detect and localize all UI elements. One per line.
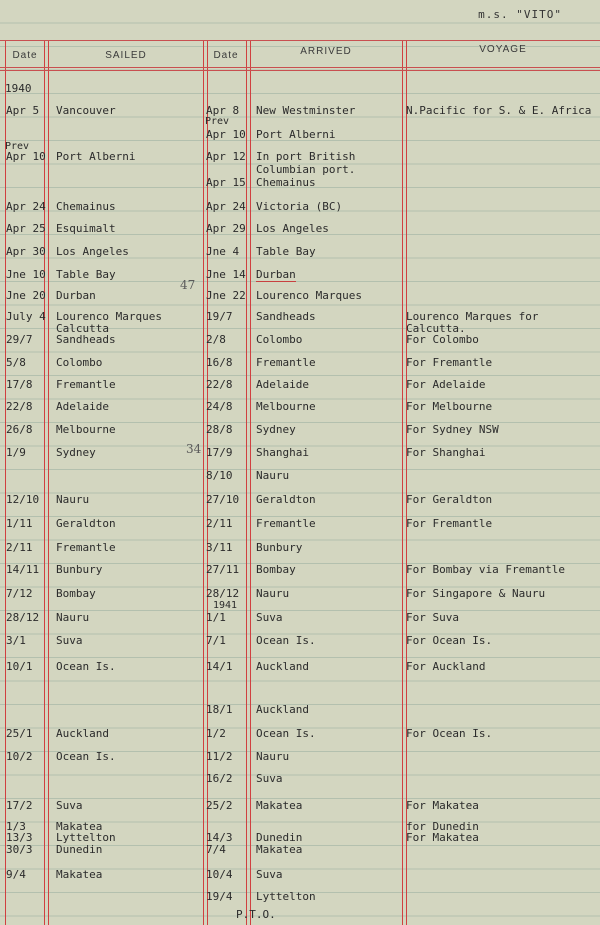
arrived-port: Victoria (BC) [256,200,343,213]
sailed-port: Sydney [56,446,96,459]
arrived-date: 1/2 [206,727,226,740]
sailed-port: Port Alberni [56,150,136,163]
arrived-date: 14/3 [206,831,233,844]
sailed-port: Sandheads [56,333,116,346]
arrived-date: 2/8 [206,333,226,346]
arrived-port: Sydney [256,423,296,436]
arrived-port: Sandheads [256,310,316,323]
arrived-port: Fremantle [256,517,316,530]
handwritten-note: 47 [180,278,196,292]
arrived-port: Makatea [256,843,303,856]
arrived-port: Melbourne [256,400,316,413]
arrived-date: 7/4 [206,843,226,856]
voyage-note: For Fremantle [406,517,493,530]
sailed-date: 2/11 [6,541,33,554]
voyage-note: For Geraldton [406,493,493,506]
sailed-port: Makatea [56,868,103,881]
year-label: 1941 [213,600,238,611]
arrived-port: Port Alberni [256,128,336,141]
voyage-note: For Fremantle [406,356,493,369]
rule [5,40,6,925]
rule [250,40,251,925]
voyage-note: For Colombo [406,333,479,346]
sailed-date: Apr 25 [6,222,46,235]
arrived-date: 16/2 [206,772,233,785]
arrived-date: 8/10 [206,469,233,482]
sailed-date: Apr 30 [6,245,46,258]
arrived-port: Chemainus [256,176,316,189]
rule [406,40,407,925]
voyage-note: Calcutta. [406,322,466,335]
sailed-port: Durban [56,289,96,302]
sailed-port: Vancouver [56,104,116,117]
voyage-note: For Suva [406,611,459,624]
arrived-date: 3/11 [206,541,233,554]
sailed-port: Lourenco Marques [56,310,162,323]
sailed-date: Apr 24 [6,200,46,213]
arrived-port: Suva [256,868,283,881]
sailed-date: 14/11 [6,563,40,576]
arrived-date: 19/7 [206,310,233,323]
sailed-port: Fremantle [56,378,116,391]
voyage-note: For Makatea [406,799,479,812]
arrived-port: Columbian port. [256,163,356,176]
voyage-note: Lourenco Marques for [406,310,539,323]
arrived-date: 10/4 [206,868,233,881]
rule [0,67,600,68]
sailed-date: 25/1 [6,727,33,740]
sailed-date: Apr 10 [6,150,46,163]
rule [48,40,49,925]
arrived-port: Makatea [256,799,303,812]
sailed-port: Adelaide [56,400,109,413]
arrived-date: 25/2 [206,799,233,812]
arrived-date: Apr 12 [206,150,246,163]
arrived-date: Apr 8 [206,104,240,117]
arrived-port: Nauru [256,469,290,482]
arrived-port: Los Angeles [256,222,329,235]
rule [44,40,45,925]
sailed-date: Jne 10 [6,268,46,281]
rule [207,40,208,925]
arrived-port: Auckland [256,660,309,673]
voyage-note: For Bombay via Fremantle [406,563,565,576]
arrived-date: 27/11 [206,563,240,576]
arrived-date: Jne 22 [206,289,246,302]
voyage-note: For Ocean Is. [406,634,493,647]
arrived-port: Auckland [256,703,309,716]
sailed-port: Los Angeles [56,245,129,258]
arrived-port: Durban [256,268,296,281]
header-sailed: SAILED [105,50,147,61]
arrived-port: New Westminster [256,104,356,117]
voyage-note: For Shanghai [406,446,486,459]
sailed-port: Bombay [56,587,96,600]
arrived-port: In port British [256,150,356,163]
arrived-date: Apr 29 [206,222,246,235]
year-label: 1940 [5,82,32,95]
arrived-port: Ocean Is. [256,634,316,647]
sailed-date: 9/4 [6,868,26,881]
sailed-port: Calcutta [56,322,109,335]
header-voyage: VOYAGE [479,44,527,55]
arrived-port: Bombay [256,563,296,576]
rule [246,40,247,925]
sailed-port: Colombo [56,356,103,369]
sailed-date: 12/10 [6,493,40,506]
sailed-date: 22/8 [6,400,33,413]
pto-note: P.T.O. [236,908,276,921]
ship-title: m.s. "VITO" [478,8,562,21]
header-date-sailed: Date [12,50,38,61]
arrived-date: 7/1 [206,634,226,647]
arrived-date: Apr 24 [206,200,246,213]
arrived-date: 2/11 [206,517,233,530]
sailed-date: July 4 [6,310,46,323]
voyage-note: For Singapore & Nauru [406,587,546,600]
arrived-port: Shanghai [256,446,309,459]
arrived-date: Apr 15 [206,176,246,189]
arrived-date: 28/12 [206,587,240,600]
sailed-port: Nauru [56,611,90,624]
arrived-port: Colombo [256,333,303,346]
arrived-date: 11/2 [206,750,233,763]
arrived-date: 24/8 [206,400,233,413]
voyage-note: For Makatea [406,831,479,844]
arrived-date: 1/1 [206,611,226,624]
sailed-date: Jne 20 [6,289,46,302]
arrived-date: 22/8 [206,378,233,391]
arrived-date: Jne 14 [206,268,246,281]
arrived-port: Lyttelton [256,890,316,903]
sailed-port: Auckland [56,727,109,740]
sailed-date: 3/1 [6,634,26,647]
sailed-port: Suva [56,799,83,812]
sailed-date: 5/8 [6,356,26,369]
rule [203,40,204,925]
prev-label: Prev [5,141,30,152]
arrived-port: Geraldton [256,493,316,506]
voyage-note: For Adelaide [406,378,486,391]
sailed-port: Makatea [56,820,103,833]
sailed-date: 17/2 [6,799,33,812]
sailed-date: 13/3 [6,831,33,844]
sailed-port: Nauru [56,493,90,506]
sailed-date: 17/8 [6,378,33,391]
sailed-date: 1/3 [6,820,26,833]
arrived-date: 19/4 [206,890,233,903]
voyage-note: for Dunedin [406,820,479,833]
voyage-note: For Sydney NSW [406,423,499,436]
voyage-note: For Auckland [406,660,486,673]
sailed-date: 28/12 [6,611,40,624]
sailed-port: Bunbury [56,563,103,576]
rule [402,40,403,925]
sailed-port: Suva [56,634,83,647]
rule [0,40,600,41]
arrived-port: Table Bay [256,245,316,258]
sailed-date: 1/11 [6,517,33,530]
sailed-port: Table Bay [56,268,116,281]
arrived-port: Nauru [256,587,290,600]
sailed-port: Esquimalt [56,222,116,235]
header-date-arrived: Date [213,50,239,61]
rule [0,70,600,71]
sailed-port: Geraldton [56,517,116,530]
arrived-date: Jne 4 [206,245,240,258]
sailed-port: Chemainus [56,200,116,213]
handwritten-note: 34 [186,442,202,456]
arrived-port: Nauru [256,750,290,763]
sailed-date: 1/9 [6,446,26,459]
arrived-port: Ocean Is. [256,727,316,740]
sailed-date: 10/1 [6,660,33,673]
sailed-date: 29/7 [6,333,33,346]
sailed-date: 30/3 [6,843,33,856]
sailed-date: 26/8 [6,423,33,436]
arrived-date: 28/8 [206,423,233,436]
arrived-port: Bunbury [256,541,303,554]
sailed-date: Apr 5 [6,104,40,117]
arrived-port: Dunedin [256,831,303,844]
sailed-port: Ocean Is. [56,750,116,763]
arrived-port: Suva [256,772,283,785]
sailed-port: Fremantle [56,541,116,554]
voyage-note: For Ocean Is. [406,727,493,740]
sailed-port: Ocean Is. [56,660,116,673]
voyage-note: N.Pacific for S. & E. Africa [406,104,592,117]
arrived-port: Lourenco Marques [256,289,362,302]
arrived-port: Fremantle [256,356,316,369]
voyage-note: For Melbourne [406,400,493,413]
arrived-port: Adelaide [256,378,309,391]
sailed-port: Dunedin [56,843,103,856]
arrived-date: 18/1 [206,703,233,716]
sailed-date: 10/2 [6,750,33,763]
arrived-date: 17/9 [206,446,233,459]
arrived-date: 16/8 [206,356,233,369]
arrived-date: Apr 10 [206,128,246,141]
arrived-port: Suva [256,611,283,624]
sailed-port: Melbourne [56,423,116,436]
arrived-date: 14/1 [206,660,233,673]
arrived-date: 27/10 [206,493,240,506]
sailed-date: 7/12 [6,587,33,600]
prev-label: Prev [205,116,230,127]
sailed-port: Lyttelton [56,831,116,844]
header-arrived: ARRIVED [300,46,352,57]
